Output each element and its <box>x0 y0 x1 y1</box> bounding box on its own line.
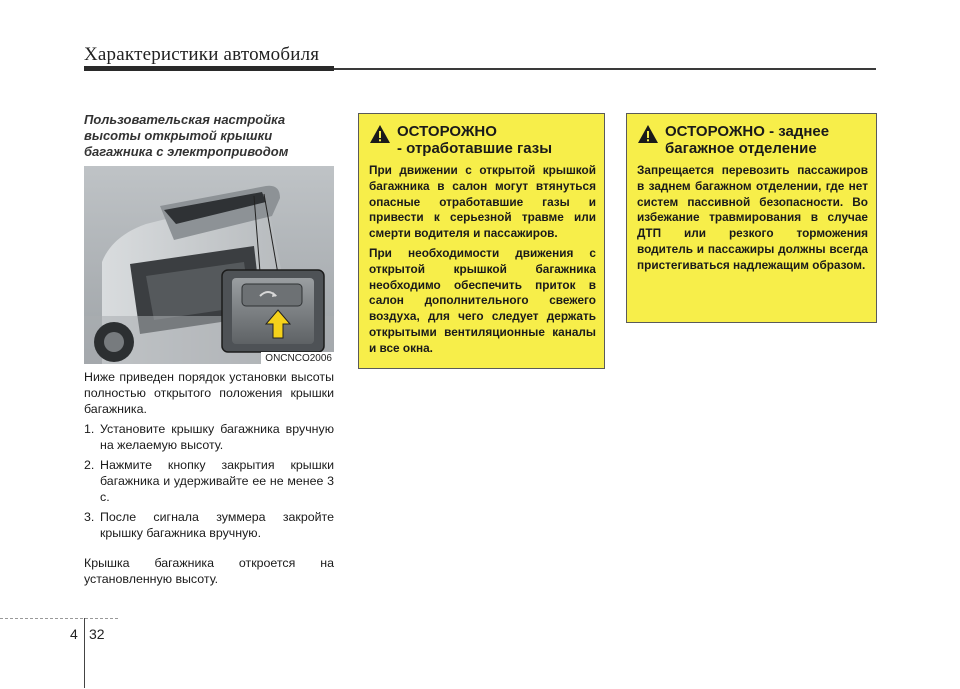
warning-subtitle: багажное отделение <box>665 140 817 157</box>
warning-title <box>665 123 829 157</box>
warning-title-main: ОСТОРОЖНО <box>397 123 497 140</box>
warning-box-exhaust <box>358 113 605 369</box>
header-bar <box>84 66 334 71</box>
tailgate-illustration <box>84 166 334 364</box>
step-text: Установите крышку багажника вручную на желаемую высоту. <box>100 422 334 452</box>
step-number: 1. <box>84 422 95 436</box>
warning-paragraph: При необходимости движения с открытой крышкой багажника необходимо обеспечить приток в салон дополнительного свежего воздуха, для чего следует держать открытыми вентиляционные каналы и все окна. <box>369 245 596 355</box>
step-item <box>84 421 334 453</box>
warning-title <box>397 123 552 157</box>
warning-triangle-icon <box>369 124 391 144</box>
step-item <box>84 509 334 541</box>
chapter-number: 4 <box>70 626 78 642</box>
warning-paragraph: При движении с открытой крышкой багажника в салон могут втянуться опасные отработавшие газы и привести к серьезной травме или смерти водителя и пассажиров. <box>369 163 596 241</box>
section-title-line-1: Пользовательская настройка <box>84 112 286 127</box>
footer-divider <box>84 618 85 688</box>
steps-list <box>84 421 334 541</box>
header-rule <box>334 68 876 70</box>
warning-box-cargo <box>626 113 877 323</box>
warning-subtitle: - отработавшие газы <box>397 140 553 157</box>
page-header-title: Характеристики автомобиля <box>84 44 320 65</box>
figure-code: ONCNCO2006 <box>261 352 334 364</box>
warning-paragraph: Запрещается перевозить пассажиров в заднем багажном отделении, где нет систем пассивной безопасности. Во избежание травмирования в случае ДТП или резкого торможения водитель и пассажиры должны всегда пристегиваться надлежащим образом. <box>637 163 868 272</box>
step-text: Нажмите кнопку закрытия крышки багажника и удерживайте ее не менее 3 с. <box>100 458 334 504</box>
instructions <box>84 369 334 587</box>
section-title-line-2: высоты открытой крышки <box>84 128 273 143</box>
page-number: 32 <box>89 626 105 642</box>
step-item <box>84 457 334 505</box>
intro-paragraph: Ниже приведен порядок установки высоты полностью открытого положения крышки багажника. <box>84 370 334 416</box>
section-heading <box>84 112 334 160</box>
section-title-line-3: багажника с электроприводом <box>84 144 289 159</box>
step-text: После сигнала зуммера закройте крышку багажника вручную. <box>100 510 334 540</box>
step-number: 2. <box>84 458 95 472</box>
final-paragraph: Крышка багажника откроется на установленную высоту. <box>84 556 334 586</box>
warning-triangle-icon <box>637 124 659 144</box>
warning-title-main: ОСТОРОЖНО - заднее <box>665 123 830 140</box>
footer-dashed-rule <box>0 618 118 619</box>
step-number: 3. <box>84 510 95 524</box>
tailgate-photo <box>84 166 334 364</box>
